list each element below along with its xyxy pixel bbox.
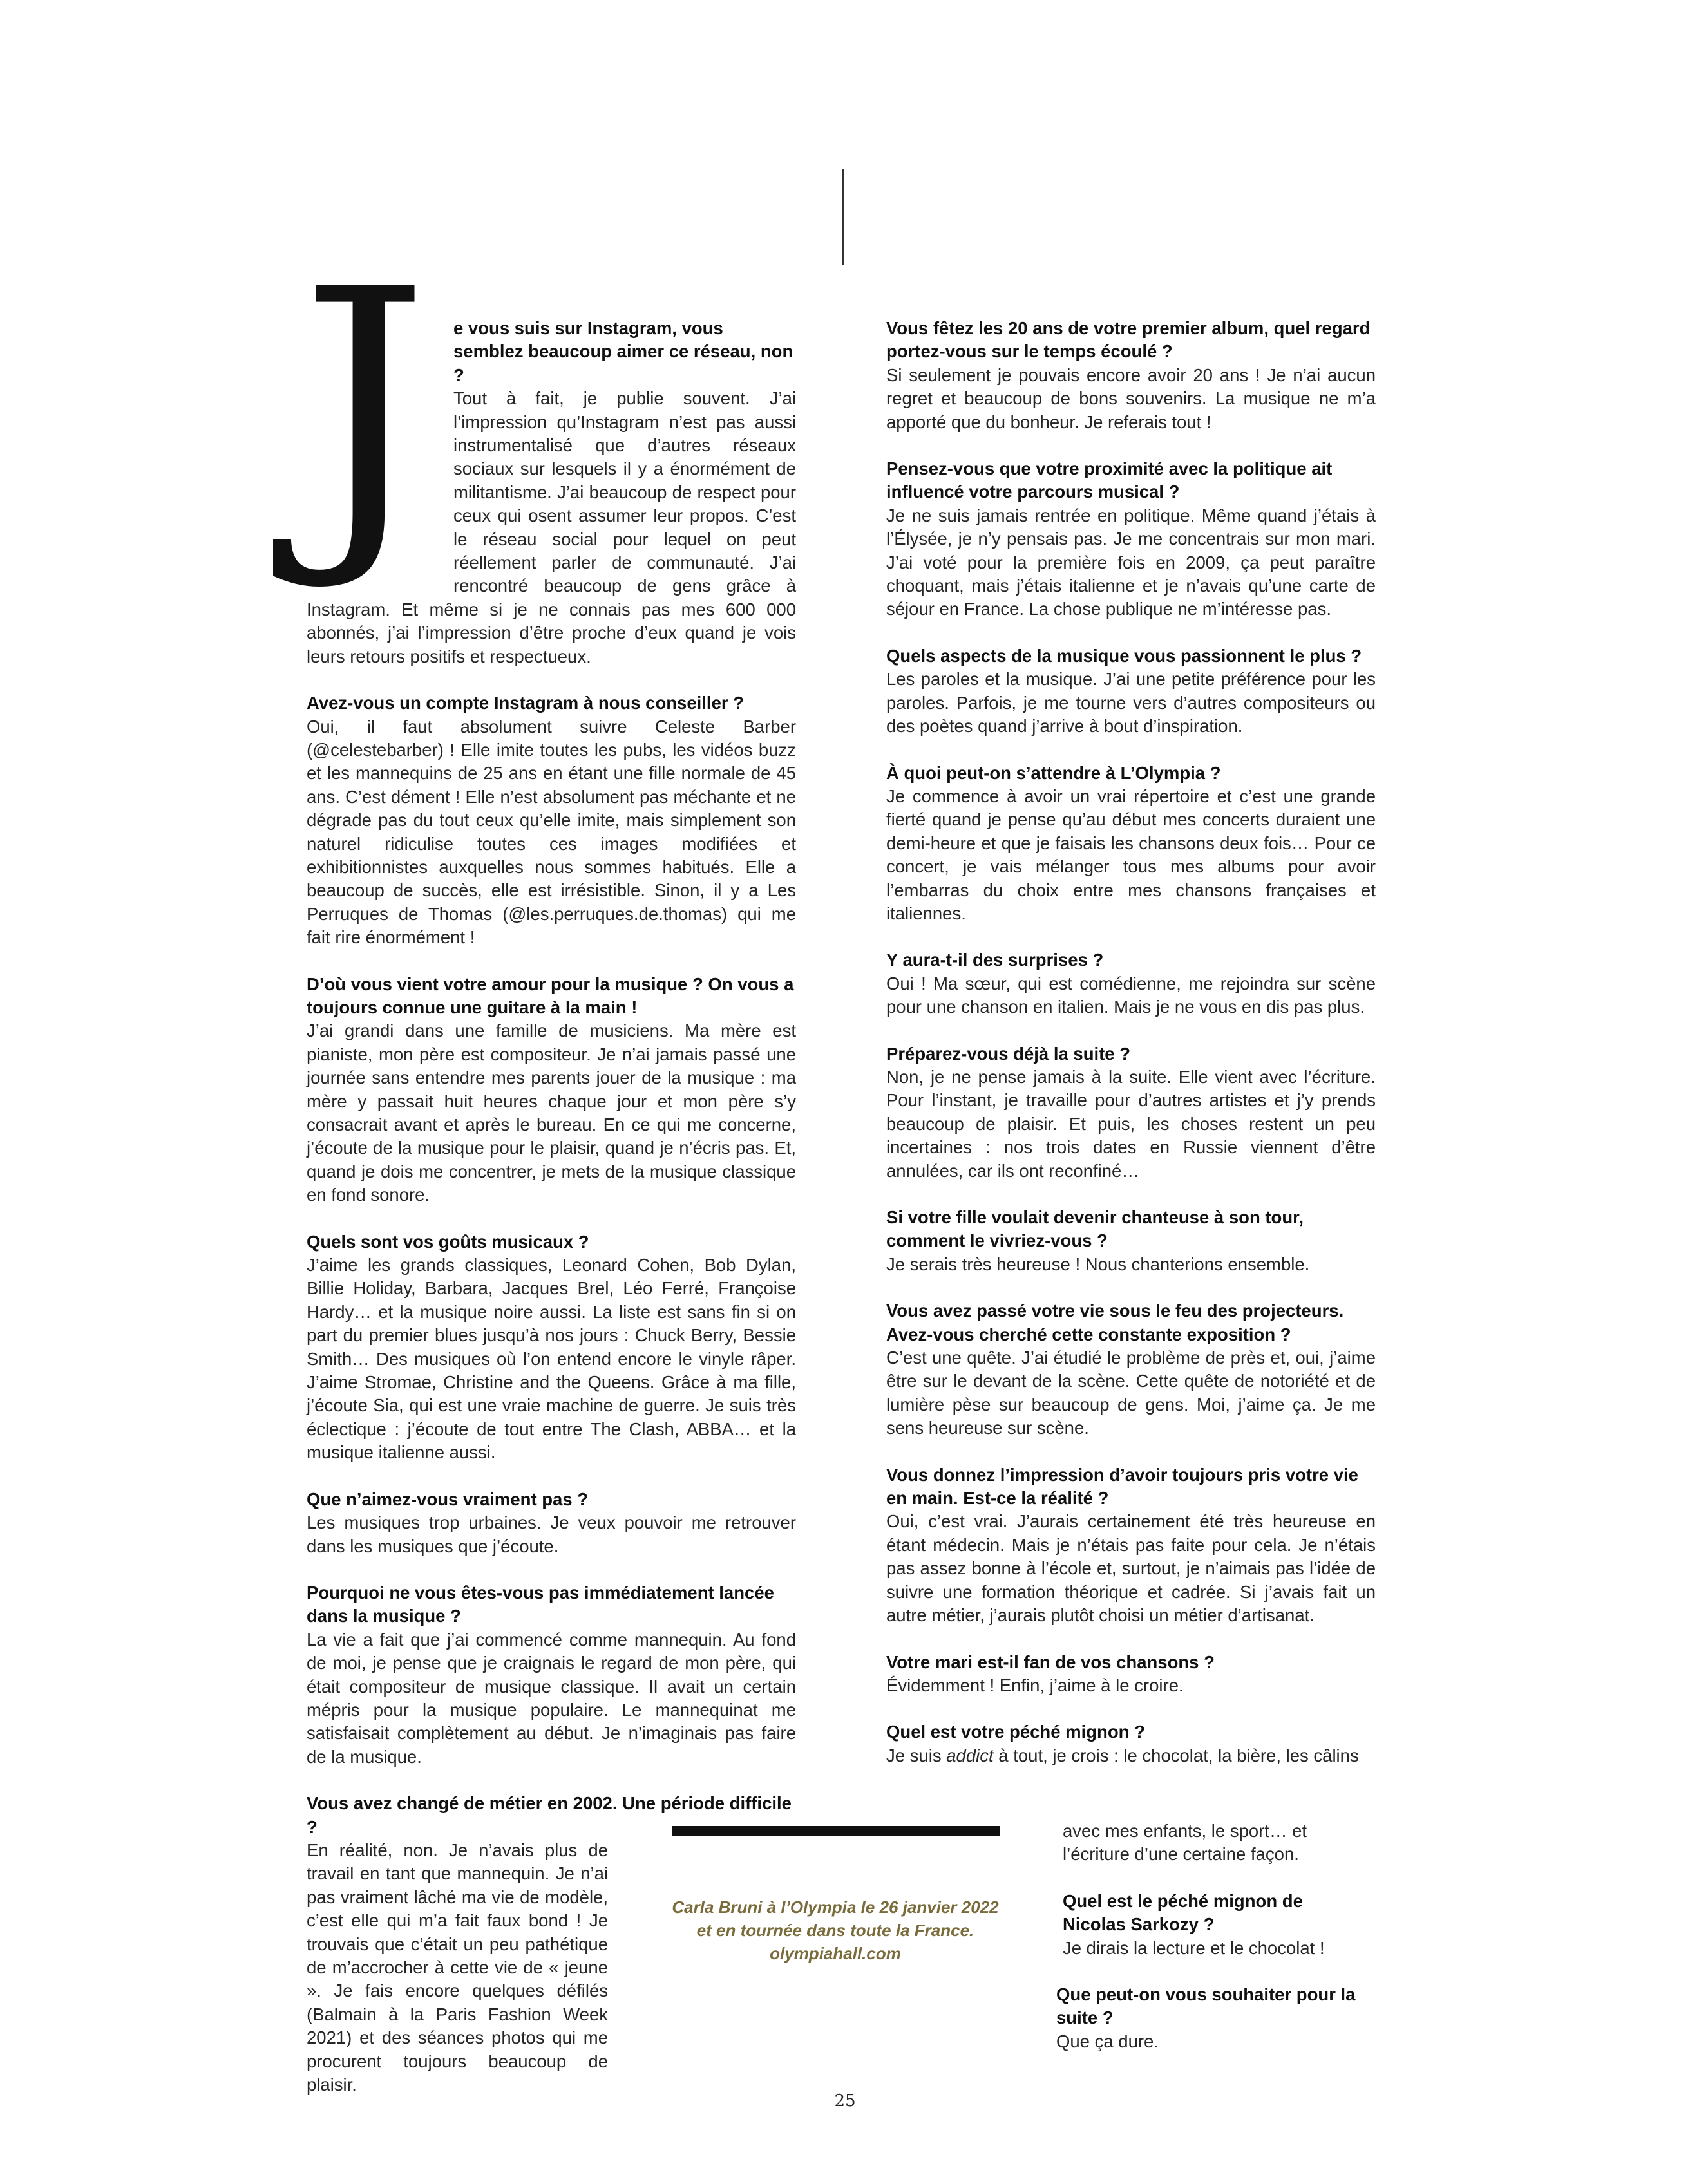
- answer: Oui ! Ma sœur, qui est comédienne, me rejoindra sur scène pour une chanson en italien. Mais je ne vous en dis pas plus.: [886, 973, 1376, 1017]
- answer: Oui, c’est vrai. J’aurais certainement été très heureuse en étant médecin. Mais je n’étais pas faite pour cela. Je n’étais pas assez bonne à l’école et, surtout, je n’aimais pas l’idée de suivre une formation théorique et cadrée. Si j’avais fait un autre métier, j’aurais plutôt choisi un métier d’artisanat.: [886, 1511, 1376, 1626]
- qa-item: [886, 1206, 1376, 1276]
- qa-item: [886, 948, 1376, 1019]
- question: Quel est votre péché mignon ?: [886, 1722, 1145, 1742]
- qa-item: [886, 317, 1376, 434]
- qa-item: [307, 1581, 796, 1769]
- question: Quels sont vos goûts musicaux ?: [307, 1231, 589, 1252]
- answer-emphasis: addict: [946, 1745, 994, 1765]
- top-vertical-rule: [842, 169, 844, 265]
- answer: Les musiques trop urbaines. Je veux pouvoir me retrouver dans les musiques que j’écoute.: [307, 1512, 796, 1556]
- qa-item: [307, 1488, 796, 1558]
- answer: Je ne suis jamais rentrée en politique. Même quand j’étais à l’Élysée, je n’y pensais pas. Je me concentrais sur mon mari. J’ai voté pour la première fois en 2009, ça peut paraître choquant, mais j’étais italienne et je n’avais qu’une carte de séjour en France. La chose publique ne m’intéresse pas.: [886, 505, 1376, 619]
- answer: Non, je ne pense jamais à la suite. Elle vient avec l’écriture. Pour l’instant, je travaille pour d’autres artistes et j’y prends beaucoup de plaisir. Et puis, les choses restent un peu incertaines : nos trois dates en Russie viennent d’être annulées, car ils ont reconfiné…: [886, 1066, 1376, 1181]
- question: Si votre fille voulait devenir chanteuse à son tour, comment le vivriez-vous ?: [886, 1207, 1304, 1251]
- intro-indented: [453, 317, 796, 387]
- question: Vous fêtez les 20 ans de votre premier album, quel regard portez-vous sur le temps écoulé ?: [886, 318, 1371, 362]
- intro-block: [300, 221, 796, 668]
- answer: C’est une quête. J’ai étudié le problème de près et, oui, j’aime être sur le devant de la scène. Cette quête de notoriété et de lumière pèse sur beaucoup de gens. Moi, j’aime ça. Je me sens heureuse sur scène.: [886, 1348, 1376, 1438]
- question: Pourquoi ne vous êtes-vous pas immédiatement lancée dans la musique ?: [307, 1582, 774, 1626]
- page-number: 25: [834, 2091, 856, 2111]
- answer-continued: avec mes enfants, le sport… et l’écriture d’une certaine façon.: [1063, 1821, 1307, 1865]
- question: Y aura-t-il des surprises ?: [886, 950, 1104, 970]
- answer: Évidemment ! Enfin, j’aime à le croire.: [886, 1675, 1184, 1695]
- intro-answer-block: [307, 387, 796, 668]
- question: D’où vous vient votre amour pour la musique ? On vous a toujours connue une guitare à la main !: [307, 974, 794, 1017]
- answer: Les paroles et la musique. J’ai une petite préférence pour les paroles. Parfois, je me tourne vers d’autres compositeurs ou des poètes quand j’arrive à bout d’inspiration.: [886, 669, 1376, 737]
- qa-item: [886, 1464, 1376, 1628]
- dropcap-spacer: [307, 387, 453, 575]
- qa-item-suite: [1056, 1983, 1378, 2053]
- caption-line: et en tournée dans toute la France.: [696, 1921, 974, 1940]
- question: Vous donnez l’impression d’avoir toujours pris votre vie en main. Est-ce la réalité ?: [886, 1464, 1358, 1509]
- question: Pensez-vous que votre proximité avec la politique ait influencé votre parcours musical ?: [886, 458, 1333, 502]
- question: Quels aspects de la musique vous passionnent le plus ?: [886, 645, 1362, 666]
- question: Préparez-vous déjà la suite ?: [886, 1043, 1131, 1064]
- event-caption: [658, 1896, 1012, 1965]
- caption-link[interactable]: olympiahall.com: [770, 1944, 901, 1963]
- decorative-bar: [672, 1826, 1000, 1836]
- right-bottom-block: [1056, 1820, 1378, 2076]
- qa-item-sarkozy: [1063, 1890, 1378, 1960]
- question: Que n’aimez-vous vraiment pas ?: [307, 1489, 589, 1509]
- answer: Je serais très heureuse ! Nous chanterions ensemble.: [886, 1254, 1310, 1274]
- qa-item-peche: [886, 1720, 1376, 1767]
- qa-item: [886, 457, 1376, 621]
- right-column: [886, 317, 1376, 1767]
- answer: J’aime les grands classiques, Leonard Cohen, Bob Dylan, Billie Holiday, Barbara, Jacques Brel, Léo Ferré, Françoise Hardy… et la musique noire aussi. La liste est sans fin si on part du premier blues jusqu’à nos jours : Chuck Berry, Bessie Smith… Des musiques où l’on entend encore le vinyle râper. J’aime Stromae, Christine and the Queens. Grâce à ma fille, j’écoute Sia, qui est une vraie machine de guerre. Je suis très éclectique : j’écoute de tout entre The Clash, ABBA… et la musique italienne aussi.: [307, 1255, 796, 1463]
- question: Vous avez changé de métier en 2002. Une période difficile ?: [307, 1793, 792, 1837]
- intro-question: e vous suis sur Instagram, vous semblez beaucoup aimer ce réseau, non ?: [453, 318, 793, 385]
- caption-line: Carla Bruni à l’Olympia le 26 janvier 2022: [672, 1897, 999, 1917]
- answer-part: Je suis: [886, 1745, 947, 1765]
- qa-item: [307, 692, 796, 949]
- answer: Que ça dure.: [1056, 2031, 1159, 2051]
- question: À quoi peut-on s’attendre à L’Olympia ?: [886, 762, 1221, 783]
- intro-answer: [307, 387, 796, 668]
- qa-item: [886, 645, 1376, 739]
- qa-item: [886, 1042, 1376, 1183]
- qa-item: [886, 762, 1376, 926]
- answer-first-line: [886, 1744, 1376, 1767]
- answer-part: à tout, je crois : le chocolat, la bière, les câlins: [993, 1745, 1359, 1765]
- question: Que peut-on vous souhaiter pour la suite ?: [1056, 1984, 1356, 2028]
- left-column: [300, 221, 796, 2120]
- answer: Oui, il faut absolument suivre Celeste Barber (@celestebarber) ! Elle imite toutes les pubs, les vidéos buzz et les mannequins de 25 ans en étant une fille normale de 45 ans. C’est dément ! Elle n’est absolument pas méchante et ne dégrade pas du tout ceux qu’elle imite, mais simplement son naturel ridiculise toutes ces images modifiées et exhibitionnistes auxquelles nous sommes habitués. Elle a beaucoup de succès, elle est irrésistible. Sinon, il y a Les Perruques de Thomas (@les.perruques.de.thomas) qui me fait rire énormément !: [307, 716, 796, 948]
- question: Quel est le péché mignon de Nicolas Sarkozy ?: [1063, 1890, 1303, 1935]
- answer: J’ai grandi dans une famille de musiciens. Ma mère est pianiste, mon père est compositeur. Je n’ai jamais passé une journée sans entendre mes parents jouer de la musique : ma mère y passait huit heures chaque jour et mon père s’y consacrait avant et après le bureau. En ce qui me concerne, j’écoute de la musique pour le plaisir, quand je n’écris pas. Et, quand je dois me concentrer, je mets de la musique classique en fond sonore.: [307, 1021, 796, 1205]
- answer: La vie a fait que j’ai commencé comme mannequin. Au fond de moi, je pense que je craignais le regard de mon père, qui était compositeur de musique classique. Il avait un certain mépris pour la musique populaire. Le mannequinat me satisfaisait complètement au début. Je n’imaginais pas faire de la musique.: [307, 1629, 796, 1767]
- answer: Si seulement je pouvais encore avoir 20 ans ! Je n’ai aucun regret et beaucoup de bons souvenirs. La musique ne m’a apporté que du bonheur. Je referais tout !: [886, 364, 1376, 432]
- question: Votre mari est-il fan de vos chansons ?: [886, 1652, 1215, 1672]
- answer: Je dirais la lecture et le chocolat !: [1063, 1937, 1325, 1958]
- answer: Je commence à avoir un vrai répertoire et c’est une grande fierté quand je pense qu’au début mes concerts duraient une demi-heure et que je faisais les chansons deux fois… Pour ce concert, je vais mélanger tous mes albums pour avoir l’embarras du choix entre mes chansons françaises et italiennes.: [886, 786, 1376, 923]
- intro-answer-text: Tout à fait, je publie souvent. J’ai l’impression qu’Instagram n’est pas aussi instrumentalisé que d’autres réseaux sociaux sur lesquels il y a énormément de militantisme. J’ai beaucoup de respect pour ceux qui osent assumer leur propos. C’est le réseau social pour lequel on peut réellement parler de communauté. J’ai rencontré beaucoup de gens grâce à Instagram. Et même si je ne connais pas mes 600 000 abonnés, j’ai l’impression d’être proche d’eux quand je vois leurs retours positifs et respectueux.: [307, 388, 796, 666]
- answer: En réalité, non. Je n’avais plus de travail en tant que mannequin. Je n’ai pas vraiment lâché ma vie de modèle, c’est elle qui m’a fait faux bond ! Je trouvais que c’était un peu pathétique de m’accrocher à cette vie de « jeune ». Je fais encore quelques défilés (Balmain à la Paris Fashion Week 2021) et des séances photos qui me procurent toujours beaucoup de plaisir.: [307, 1840, 608, 2095]
- dropcap-letter: J: [300, 221, 430, 596]
- question: Vous avez passé votre vie sous le feu des projecteurs. Avez-vous cherché cette constante exposition ?: [886, 1301, 1344, 1344]
- qa-item: [886, 1299, 1376, 1440]
- qa-item: [307, 1230, 796, 1465]
- qa-item: [307, 973, 796, 1207]
- qa-item: [886, 1651, 1376, 1698]
- question: Avez-vous un compte Instagram à nous conseiller ?: [307, 693, 745, 713]
